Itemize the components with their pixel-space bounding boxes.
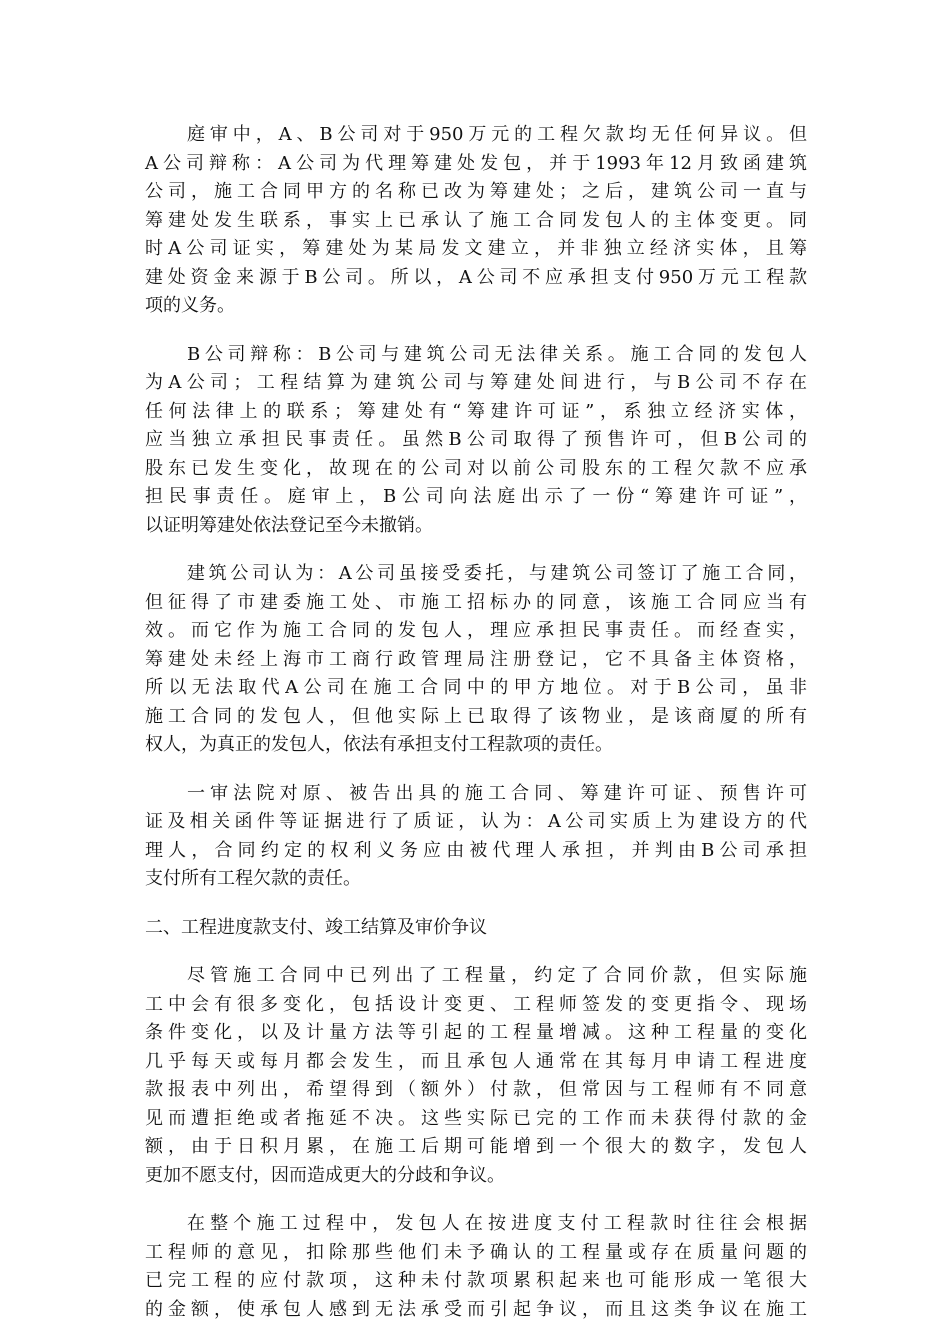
text-line: 在整个施工过程中，发包人在按进度支付工程款时往往会根据 bbox=[187, 1213, 807, 1234]
text-line: 时A公司证实，筹建处为某局发文建立，并非独立经济实体，且筹 bbox=[145, 238, 807, 259]
text-line: 的金额，使承包人感到无法承受而引起争议，而且这类争议在施工 bbox=[145, 1298, 807, 1320]
text-line: A公司辩称：A公司为代理筹建处发包，并于1993年12月致函建筑 bbox=[145, 152, 807, 174]
text-line: 应当独立承担民事责任。虽然B公司取得了预售许可，但B公司的 bbox=[145, 429, 807, 450]
text-line: 公司，施工合同甲方的名称已改为筹建处；之后，建筑公司一直与 bbox=[145, 181, 807, 202]
text-line: 担民事责任。庭审上，B公司向法庭出示了一份“筹建许可证”， bbox=[145, 486, 807, 507]
text-line: 支付所有工程欠款的责任。 bbox=[145, 868, 361, 889]
paragraph-6 bbox=[145, 1210, 807, 1324]
text-line: 筹建处未经上海市工商行政管理局注册登记，它不具备主体资格， bbox=[145, 648, 807, 670]
text-line: 额，由于日积月累，在施工后期可能增到一个很大的数字，发包人 bbox=[145, 1136, 807, 1157]
text-line: 建处资金来源于B公司。所以，A公司不应承担支付950万元工程款 bbox=[145, 266, 807, 288]
paragraph-4 bbox=[145, 780, 807, 894]
document-page bbox=[145, 121, 807, 1344]
text-line: 工程师的意见，扣除那些他们未予确认的工程量或存在质量问题的 bbox=[145, 1241, 807, 1263]
text-line: 更加不愿支付，因而造成更大的分歧和争议。 bbox=[145, 1164, 505, 1186]
text-line: 但征得了市建委施工处、市施工招标办的同意，该施工合同应当有 bbox=[145, 591, 807, 613]
paragraph-3 bbox=[145, 560, 807, 760]
text-line: 股东已发生变化，故现在的公司对以前公司股东的工程欠款不应承 bbox=[145, 457, 807, 479]
text-line: 一审法院对原、被告出具的施工合同、筹建许可证、预售许可 bbox=[187, 782, 807, 804]
text-line: 权人，为真正的发包人，依法有承担支付工程款项的责任。 bbox=[145, 734, 613, 755]
paragraph-1 bbox=[145, 121, 807, 321]
text-line: 庭审中，A、B公司对于950万元的工程欠款均无任何异议。但 bbox=[187, 124, 807, 145]
paragraph-2 bbox=[145, 341, 807, 541]
paragraph-5 bbox=[145, 962, 807, 1190]
text-line: 所以无法取代A公司在施工合同中的甲方地位。对于B公司，虽非 bbox=[145, 677, 807, 698]
text-line: 几乎每天或每月都会发生，而且承包人通常在其每月申请工程进度 bbox=[145, 1050, 807, 1072]
text-line: 为A公司；工程结算为建筑公司与筹建处间进行，与B公司不存在 bbox=[145, 372, 807, 393]
text-line: 证及相关函件等证据进行了质证，认为：A公司实质上为建设方的代 bbox=[145, 811, 807, 832]
text-line: 见而遭拒绝或者拖延不决。这些实际已完的工作而未获得付款的金 bbox=[145, 1107, 807, 1129]
text-line: 已完工程的应付款项，这种未付款项累积起来也可能形成一笔很大 bbox=[145, 1270, 807, 1291]
text-line: 筹建处发生联系，事实上已承认了施工合同发包人的主体变更。同 bbox=[145, 209, 807, 231]
text-line: 理人，合同约定的权利义务应由被代理人承担，并判由B公司承担 bbox=[145, 839, 807, 861]
text-line: B公司辩称：B公司与建筑公司无法律关系。施工合同的发包人 bbox=[187, 343, 807, 365]
text-line: 尽管施工合同中已列出了工程量，约定了合同价款，但实际施 bbox=[187, 965, 807, 986]
text-line: 项的义务。 bbox=[145, 295, 235, 316]
text-line: 款报表中列出，希望得到（额外）付款，但常因与工程师有不同意 bbox=[145, 1079, 807, 1100]
text-line: 工中会有很多变化，包括设计变更、工程师签发的变更指令、现场 bbox=[145, 993, 807, 1015]
section-heading: 二、工程进度款支付、竣工结算及审价争议 bbox=[145, 916, 487, 938]
text-line: 效。而它作为施工合同的发包人，理应承担民事责任。而经查实， bbox=[145, 620, 807, 641]
text-line: 建筑公司认为：A公司虽接受委托，与建筑公司签订了施工合同， bbox=[187, 563, 807, 584]
text-line: 施工合同的发包人，但他实际上已取得了该物业，是该商厦的所有 bbox=[145, 705, 807, 727]
text-line: 条件变化，以及计量方法等引起的工程量增减。这种工程量的变化 bbox=[145, 1022, 807, 1043]
text-line: 以证明筹建处依法登记至今未撤销。 bbox=[145, 514, 433, 536]
text-line: 任何法律上的联系；筹建处有“筹建许可证”，系独立经济实体， bbox=[145, 400, 807, 422]
